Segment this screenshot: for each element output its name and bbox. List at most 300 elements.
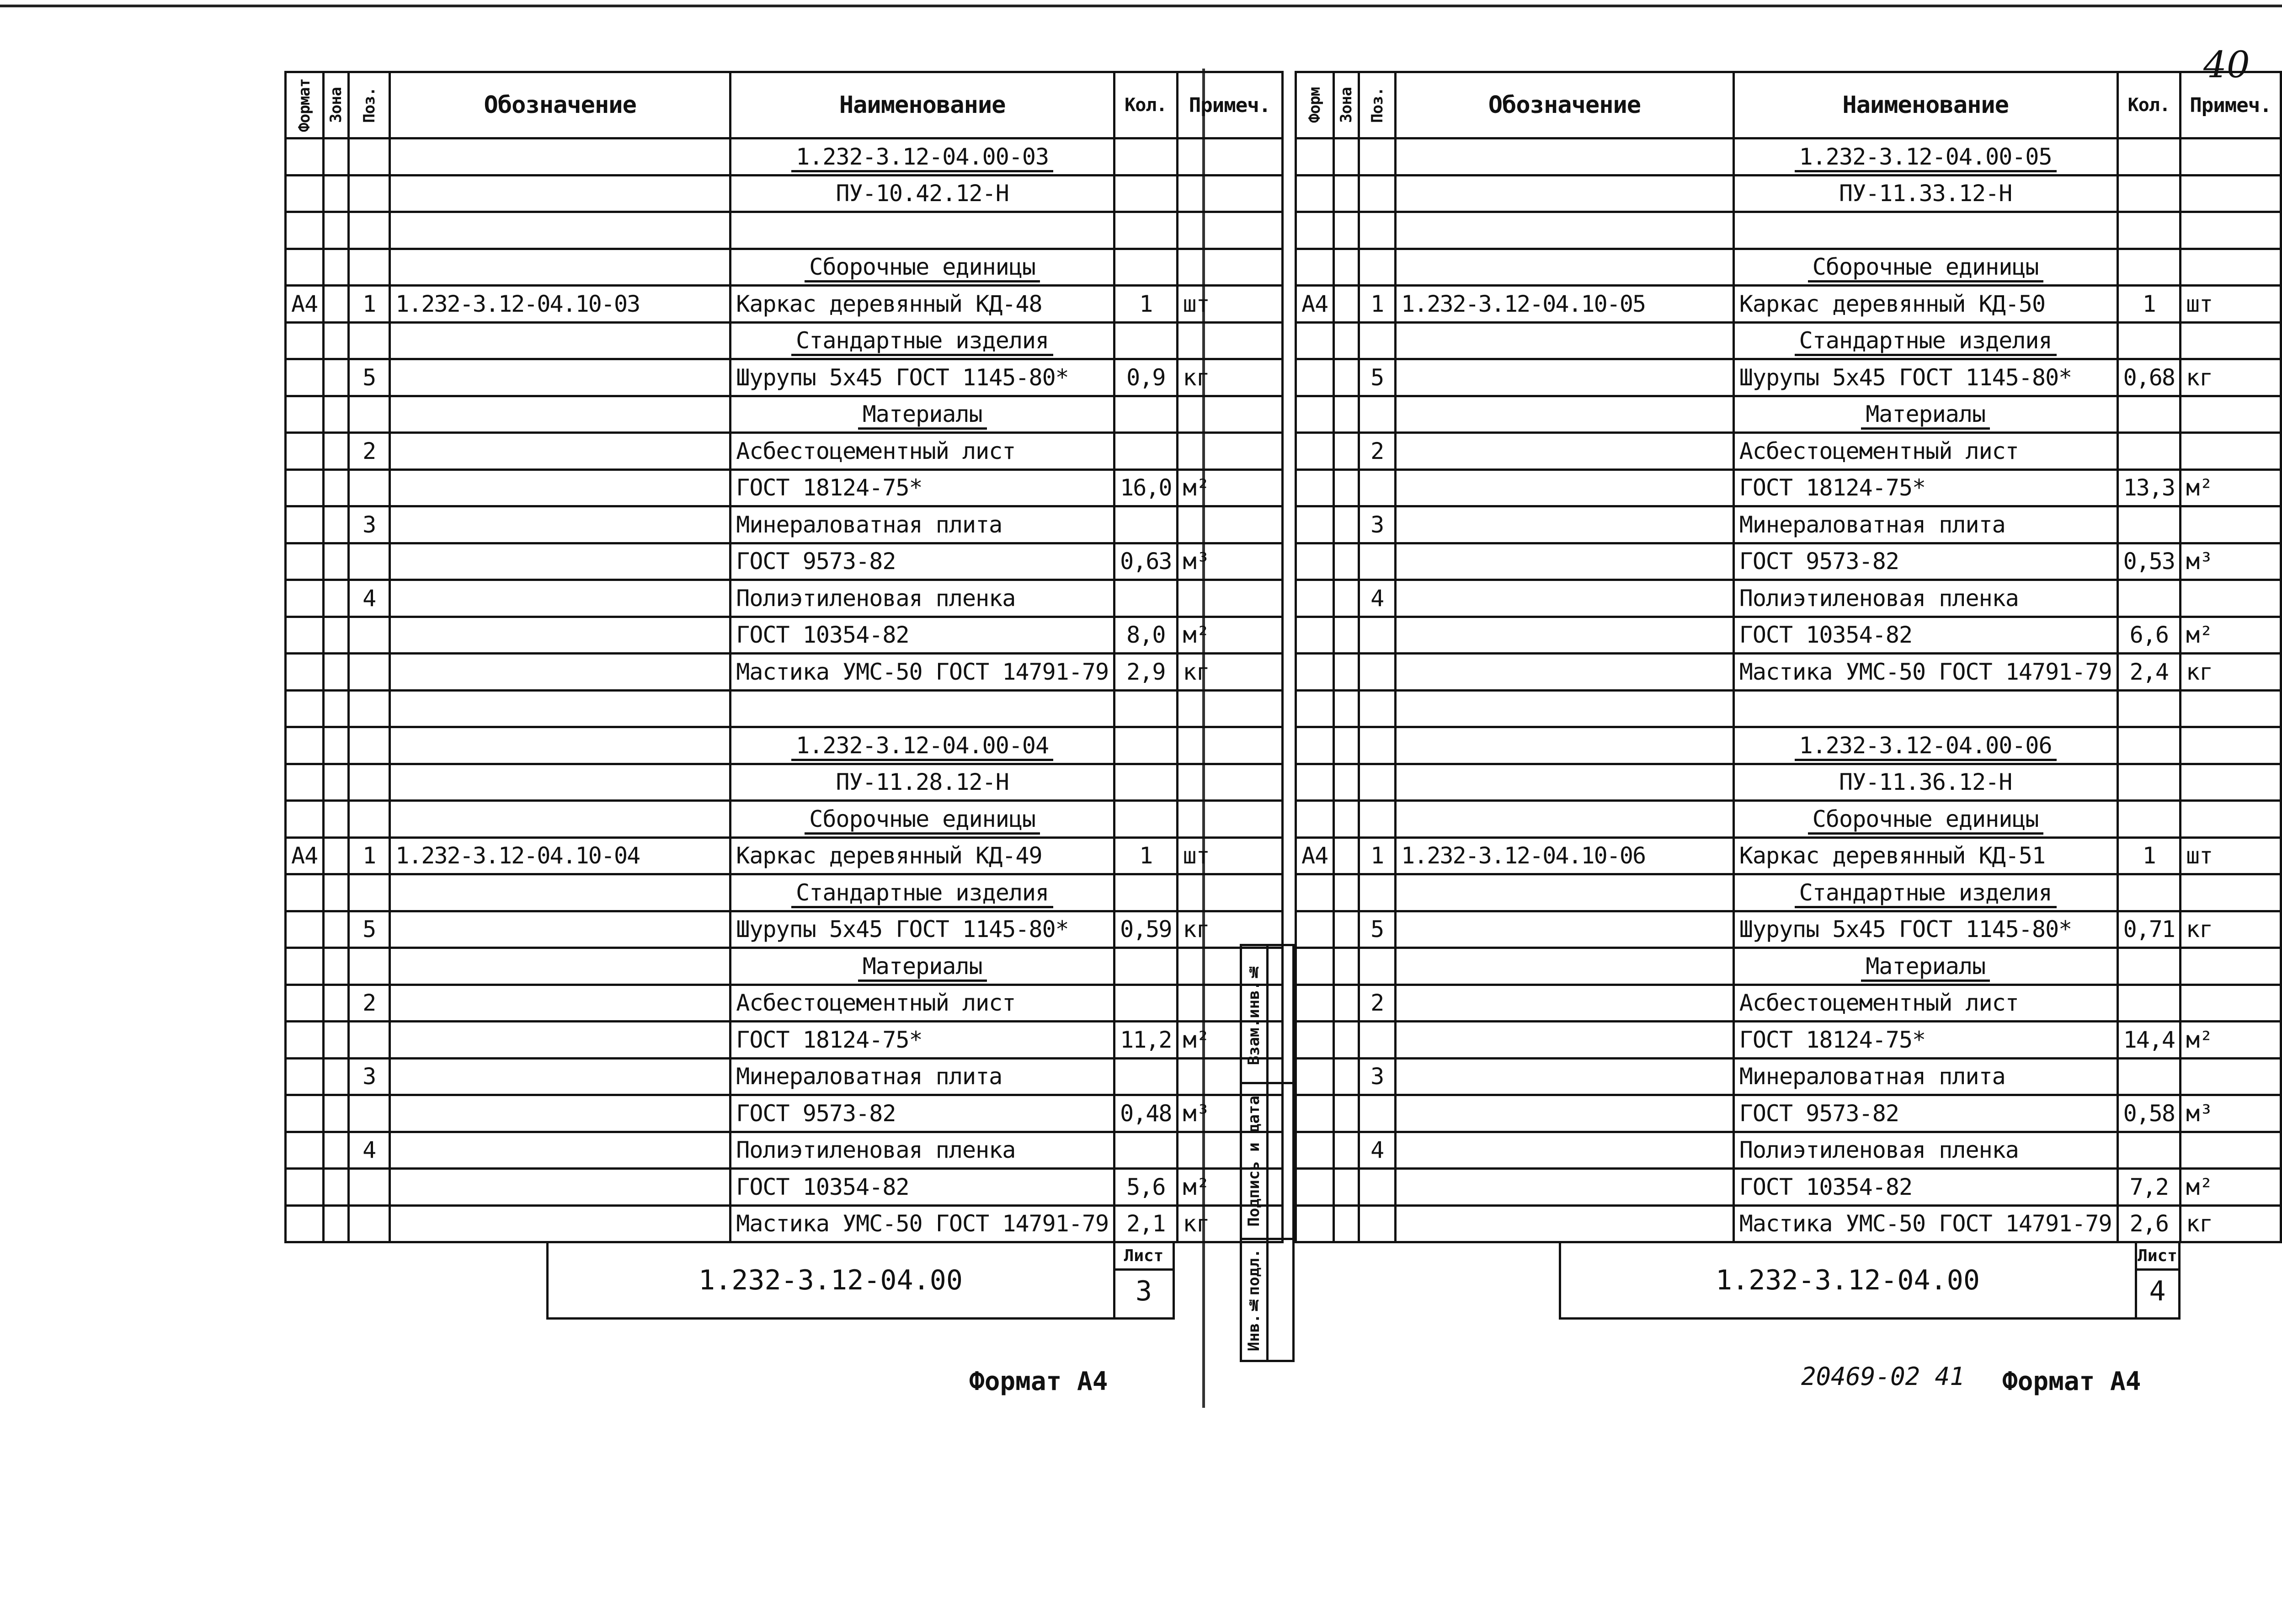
cell-designation <box>1396 138 1734 176</box>
cell-designation <box>390 580 730 617</box>
cell-zone <box>324 175 349 212</box>
cell-zone <box>324 286 349 323</box>
cell-zone <box>1334 580 1359 617</box>
cell-pos: 3 <box>349 506 390 543</box>
cell-zone <box>1334 1058 1359 1095</box>
cell-zone <box>1334 690 1359 727</box>
section-heading: Материалы <box>858 953 987 982</box>
document-number: 20469-02 41 <box>1801 1362 1965 1391</box>
header-designation: Обозначение <box>1396 72 1734 138</box>
cell-designation <box>390 1022 730 1059</box>
cell-format <box>286 1132 324 1169</box>
cell-format <box>286 764 324 801</box>
cell-zone <box>1334 874 1359 911</box>
cell-pos: 4 <box>349 1132 390 1169</box>
table-row <box>286 727 1283 764</box>
cell-note <box>2181 249 2281 286</box>
cell-designation <box>390 985 730 1022</box>
table-row <box>1296 580 2281 617</box>
table-row <box>286 212 1283 249</box>
cell-format <box>1296 727 1334 764</box>
assembly-title: 1.232-3.12-04.00-06 <box>1795 732 2057 761</box>
cell-name: Полиэтиленовая пленка <box>1733 1132 2117 1169</box>
table-row <box>1296 175 2281 212</box>
cell-format <box>286 580 324 617</box>
cell-note <box>2181 764 2281 801</box>
cell-qty <box>2117 1058 2180 1095</box>
cell-zone <box>324 911 349 948</box>
table-row <box>286 396 1283 433</box>
table-row <box>1296 985 2281 1022</box>
cell-zone <box>1334 249 1359 286</box>
cell-name <box>730 322 1114 359</box>
cell-qty: 5,6 <box>1114 1169 1177 1206</box>
cell-format: А4 <box>286 286 324 323</box>
cell-pos <box>349 138 390 176</box>
cell-qty: 0,71 <box>2117 911 2180 948</box>
cell-pos <box>349 469 390 506</box>
cell-format <box>1296 1095 1334 1132</box>
cell-designation <box>390 654 730 691</box>
cell-format <box>1296 874 1334 911</box>
cell-pos <box>1359 138 1396 176</box>
cell-zone <box>324 985 349 1022</box>
table-row <box>1296 1022 2281 1059</box>
cell-format <box>1296 1205 1334 1242</box>
sheet-number: 3 <box>1135 1275 1152 1307</box>
cell-zone <box>1334 948 1359 985</box>
cell-qty: 2,9 <box>1114 654 1177 691</box>
table-row <box>286 249 1283 286</box>
table-row <box>286 469 1283 506</box>
table-row <box>286 1058 1283 1095</box>
cell-note <box>2181 175 2281 212</box>
cell-zone <box>324 469 349 506</box>
cell-designation <box>390 469 730 506</box>
table-row <box>1296 506 2281 543</box>
table-row <box>286 433 1283 470</box>
section-heading: Стандартные изделия <box>791 327 1053 356</box>
cell-pos <box>1359 801 1396 838</box>
table-row <box>1296 1058 2281 1095</box>
cell-name: ГОСТ 10354-82 <box>730 1169 1114 1206</box>
cell-zone <box>1334 727 1359 764</box>
cell-zone <box>324 617 349 654</box>
cell-qty <box>2117 175 2180 212</box>
cell-qty <box>2117 249 2180 286</box>
cell-qty <box>1114 249 1177 286</box>
cell-zone <box>324 359 349 396</box>
cell-pos <box>349 1205 390 1242</box>
table-row <box>1296 322 2281 359</box>
cell-name: ПУ-10.42.12-Н <box>730 175 1114 212</box>
cell-name <box>730 801 1114 838</box>
cell-format <box>1296 249 1334 286</box>
cell-pos <box>349 874 390 911</box>
cell-name: Полиэтиленовая пленка <box>730 580 1114 617</box>
cell-zone <box>324 249 349 286</box>
cell-designation <box>390 1095 730 1132</box>
table-row <box>286 175 1283 212</box>
cell-name: Шурупы 5х45 ГОСТ 1145-80* <box>1733 359 2117 396</box>
side-approval-stamp <box>1240 944 1295 1362</box>
cell-zone <box>324 654 349 691</box>
cell-designation <box>1396 874 1734 911</box>
cell-note: шт <box>2181 286 2281 323</box>
inv-podl-label: Инв.№подл. <box>1245 1248 1264 1352</box>
cell-name <box>730 948 1114 985</box>
header-row <box>286 72 1283 138</box>
cell-qty <box>1114 212 1177 249</box>
cell-pos <box>349 617 390 654</box>
title-block-blank <box>284 1242 547 1319</box>
cell-qty: 8,0 <box>1114 617 1177 654</box>
table-row <box>286 874 1283 911</box>
cell-format: А4 <box>286 837 324 874</box>
cell-note: м³ <box>1177 543 1282 580</box>
cell-zone <box>324 1169 349 1206</box>
cell-designation <box>1396 801 1734 838</box>
cell-format <box>1296 212 1334 249</box>
cell-qty <box>1114 690 1177 727</box>
table-row <box>286 801 1283 838</box>
table-row <box>1296 727 2281 764</box>
cell-designation <box>390 1058 730 1095</box>
cell-qty: 13,3 <box>2117 469 2180 506</box>
cell-pos <box>349 212 390 249</box>
cell-name: ГОСТ 10354-82 <box>1733 1169 2117 1206</box>
table-row <box>1296 911 2281 948</box>
cell-qty: 1 <box>2117 286 2180 323</box>
cell-designation <box>390 948 730 985</box>
cell-format <box>286 322 324 359</box>
cell-note <box>1177 433 1282 470</box>
cell-format <box>1296 396 1334 433</box>
spec-sheet-left <box>284 71 1284 1320</box>
cell-name: ГОСТ 10354-82 <box>730 617 1114 654</box>
cell-name: Шурупы 5х45 ГОСТ 1145-80* <box>1733 911 2117 948</box>
cell-name <box>1733 801 2117 838</box>
cell-format <box>286 1169 324 1206</box>
cell-format <box>1296 690 1334 727</box>
cell-format <box>1296 1058 1334 1095</box>
cell-qty <box>1114 985 1177 1022</box>
stamp-code: 1.232-3.12-04.00 <box>547 1242 1114 1319</box>
table-row <box>1296 617 2281 654</box>
table-row <box>1296 801 2281 838</box>
table-row <box>286 1169 1283 1206</box>
cell-designation: 1.232-3.12-04.10-03 <box>390 286 730 323</box>
cell-zone <box>1334 359 1359 396</box>
cell-note <box>1177 874 1282 911</box>
cell-format <box>286 1095 324 1132</box>
cell-note: кг <box>2181 359 2281 396</box>
cell-pos: 2 <box>349 433 390 470</box>
cell-name: Полиэтиленовая пленка <box>730 1132 1114 1169</box>
cell-pos <box>349 1169 390 1206</box>
cell-pos: 4 <box>349 580 390 617</box>
cell-zone <box>324 322 349 359</box>
cell-qty <box>2117 138 2180 176</box>
cell-note: м³ <box>2181 543 2281 580</box>
cell-designation <box>1396 1205 1734 1242</box>
table-row <box>1296 1132 2281 1169</box>
table-row <box>286 1132 1283 1169</box>
table-row <box>1296 837 2281 874</box>
cell-note <box>2181 396 2281 433</box>
cell-qty <box>2117 948 2180 985</box>
sheet-box <box>1114 1242 1173 1319</box>
cell-qty <box>2117 322 2180 359</box>
cell-zone <box>1334 543 1359 580</box>
cell-format: А4 <box>1296 286 1334 323</box>
cell-note: м² <box>1177 1022 1282 1059</box>
cell-name: Каркас деревянный КД-48 <box>730 286 1114 323</box>
header-qty: Кол. <box>2117 72 2180 138</box>
cell-name <box>1733 690 2117 727</box>
cell-qty <box>2117 690 2180 727</box>
section-heading: Сборочные единицы <box>1808 254 2043 282</box>
cell-qty: 6,6 <box>2117 617 2180 654</box>
cell-qty <box>1114 506 1177 543</box>
cell-qty: 0,48 <box>1114 1095 1177 1132</box>
cell-zone <box>1334 138 1359 176</box>
cell-zone <box>1334 617 1359 654</box>
cell-zone <box>1334 506 1359 543</box>
header-row <box>1296 72 2281 138</box>
cell-zone <box>324 764 349 801</box>
stamp-code: 1.232-3.12-04.00 <box>1560 1242 2136 1319</box>
cell-pos <box>1359 617 1396 654</box>
cell-note <box>2181 506 2281 543</box>
cell-zone <box>324 874 349 911</box>
cell-qty: 0,53 <box>2117 543 2180 580</box>
cell-note: м² <box>1177 1169 1282 1206</box>
cell-zone <box>1334 322 1359 359</box>
table-row <box>286 286 1283 323</box>
cell-zone <box>324 948 349 985</box>
cell-pos: 1 <box>1359 286 1396 323</box>
cell-zone <box>324 1058 349 1095</box>
cell-format <box>286 948 324 985</box>
cell-designation <box>390 727 730 764</box>
cell-note: шт <box>1177 286 1282 323</box>
cell-name <box>1733 396 2117 433</box>
sheet-label: Лист <box>1115 1243 1173 1271</box>
table-row <box>286 506 1283 543</box>
cell-note: м² <box>1177 469 1282 506</box>
cell-name <box>1733 727 2117 764</box>
cell-zone <box>1334 985 1359 1022</box>
cell-pos <box>349 1022 390 1059</box>
cell-designation: 1.232-3.12-04.10-04 <box>390 837 730 874</box>
cell-qty: 0,59 <box>1114 911 1177 948</box>
cell-pos <box>349 543 390 580</box>
cell-designation <box>390 617 730 654</box>
cell-qty: 1 <box>1114 837 1177 874</box>
cell-designation: 1.232-3.12-04.10-06 <box>1396 837 1734 874</box>
cell-zone <box>324 690 349 727</box>
cell-format <box>1296 948 1334 985</box>
cell-qty <box>2117 1132 2180 1169</box>
cell-format <box>286 175 324 212</box>
table-row <box>286 985 1283 1022</box>
cell-qty <box>2117 801 2180 838</box>
section-heading: Стандартные изделия <box>791 879 1053 908</box>
cell-designation <box>1396 359 1734 396</box>
page-number: 40 <box>2203 43 2250 86</box>
header-note: Примеч. <box>2181 72 2281 138</box>
cell-note: шт <box>2181 837 2281 874</box>
cell-name: Минераловатная плита <box>1733 1058 2117 1095</box>
table-row <box>1296 433 2281 470</box>
cell-pos <box>1359 654 1396 691</box>
cell-format <box>1296 359 1334 396</box>
cell-designation <box>1396 1132 1734 1169</box>
cell-designation <box>1396 690 1734 727</box>
cell-pos <box>1359 1169 1396 1206</box>
cell-designation <box>390 911 730 948</box>
title-block-blank <box>1295 1242 1560 1319</box>
cell-zone <box>324 1022 349 1059</box>
table-row <box>286 138 1283 176</box>
cell-name <box>1733 249 2117 286</box>
table-row <box>1296 543 2281 580</box>
table-row <box>286 322 1283 359</box>
header-designation: Обозначение <box>390 72 730 138</box>
cell-format <box>1296 654 1334 691</box>
cell-name: Полиэтиленовая пленка <box>1733 580 2117 617</box>
cell-format <box>1296 433 1334 470</box>
cell-qty: 0,58 <box>2117 1095 2180 1132</box>
cell-name: Каркас деревянный КД-51 <box>1733 837 2117 874</box>
top-border-line <box>0 5 2282 7</box>
title-block-left <box>284 1241 1175 1320</box>
cell-zone <box>324 1132 349 1169</box>
sign-date-label: Подпись и дата <box>1245 1095 1264 1227</box>
spec-body <box>1296 72 2281 1242</box>
cell-note <box>2181 433 2281 470</box>
cell-name: Минераловатная плита <box>730 1058 1114 1095</box>
cell-name: ГОСТ 10354-82 <box>1733 617 2117 654</box>
cell-pos <box>1359 948 1396 985</box>
cell-pos <box>349 249 390 286</box>
cell-designation <box>1396 1095 1734 1132</box>
cell-pos <box>349 727 390 764</box>
cell-format <box>1296 580 1334 617</box>
cell-name <box>730 212 1114 249</box>
cell-format <box>286 1058 324 1095</box>
cell-qty <box>1114 1058 1177 1095</box>
cell-designation <box>1396 580 1734 617</box>
cell-pos <box>1359 175 1396 212</box>
cell-zone <box>324 837 349 874</box>
table-row <box>1296 469 2281 506</box>
cell-zone <box>1334 469 1359 506</box>
cell-pos <box>1359 690 1396 727</box>
cell-pos <box>349 175 390 212</box>
cell-name: ГОСТ 18124-75* <box>730 469 1114 506</box>
table-row <box>286 543 1283 580</box>
cell-note <box>1177 212 1282 249</box>
cell-note: шт <box>1177 837 1282 874</box>
cell-zone <box>1334 1132 1359 1169</box>
cell-note <box>1177 138 1282 176</box>
cell-note <box>1177 396 1282 433</box>
side-stamp-cell <box>1269 1240 1293 1360</box>
cell-note <box>1177 322 1282 359</box>
cell-name: Каркас деревянный КД-50 <box>1733 286 2117 323</box>
cell-designation <box>390 433 730 470</box>
cell-designation <box>1396 911 1734 948</box>
cell-name: ГОСТ 18124-75* <box>1733 1022 2117 1059</box>
cell-note: кг <box>2181 1205 2281 1242</box>
cell-designation <box>1396 396 1734 433</box>
table-row <box>286 911 1283 948</box>
cell-note <box>1177 506 1282 543</box>
header-name: Наименование <box>730 72 1114 138</box>
cell-designation <box>390 874 730 911</box>
cell-designation <box>390 249 730 286</box>
cell-name: Мастика УМС-50 ГОСТ 14791-79 <box>1733 1205 2117 1242</box>
cell-name: Шурупы 5х45 ГОСТ 1145-80* <box>730 911 1114 948</box>
cell-pos <box>1359 727 1396 764</box>
side-stamp-values <box>1269 946 1293 1360</box>
cell-note: м² <box>2181 1022 2281 1059</box>
cell-pos <box>349 322 390 359</box>
cell-name: Мастика УМС-50 ГОСТ 14791-79 <box>730 1205 1114 1242</box>
header-qty: Кол. <box>1114 72 1177 138</box>
cell-pos <box>349 764 390 801</box>
cell-format <box>1296 911 1334 948</box>
cell-qty: 2,4 <box>2117 654 2180 691</box>
cell-format <box>286 985 324 1022</box>
cell-name <box>1733 212 2117 249</box>
spec-table-left <box>284 71 1284 1243</box>
cell-pos: 5 <box>349 359 390 396</box>
cell-name: ГОСТ 9573-82 <box>730 543 1114 580</box>
cell-note <box>1177 175 1282 212</box>
cell-qty: 1 <box>1114 286 1177 323</box>
table-row <box>286 359 1283 396</box>
cell-note: кг <box>2181 654 2281 691</box>
cell-format <box>286 617 324 654</box>
cell-zone <box>1334 654 1359 691</box>
cell-format <box>286 138 324 176</box>
cell-note: кг <box>2181 911 2281 948</box>
cell-note: м² <box>2181 469 2281 506</box>
cell-name: Шурупы 5х45 ГОСТ 1145-80* <box>730 359 1114 396</box>
cell-pos <box>1359 1095 1396 1132</box>
cell-name <box>730 690 1114 727</box>
cell-format <box>286 801 324 838</box>
cell-format <box>1296 617 1334 654</box>
header-pos: Поз. <box>1359 72 1396 138</box>
cell-note <box>2181 801 2281 838</box>
header-note: Примеч. <box>1177 72 1282 138</box>
cell-designation <box>390 1132 730 1169</box>
cell-qty <box>2117 764 2180 801</box>
cell-name: Каркас деревянный КД-49 <box>730 837 1114 874</box>
cell-pos <box>1359 322 1396 359</box>
sheet-label: Лист <box>2137 1243 2178 1271</box>
cell-format: А4 <box>1296 837 1334 874</box>
cell-note <box>1177 690 1282 727</box>
cell-designation <box>390 543 730 580</box>
cell-note <box>2181 985 2281 1022</box>
cell-designation <box>1396 1169 1734 1206</box>
table-row <box>1296 249 2281 286</box>
